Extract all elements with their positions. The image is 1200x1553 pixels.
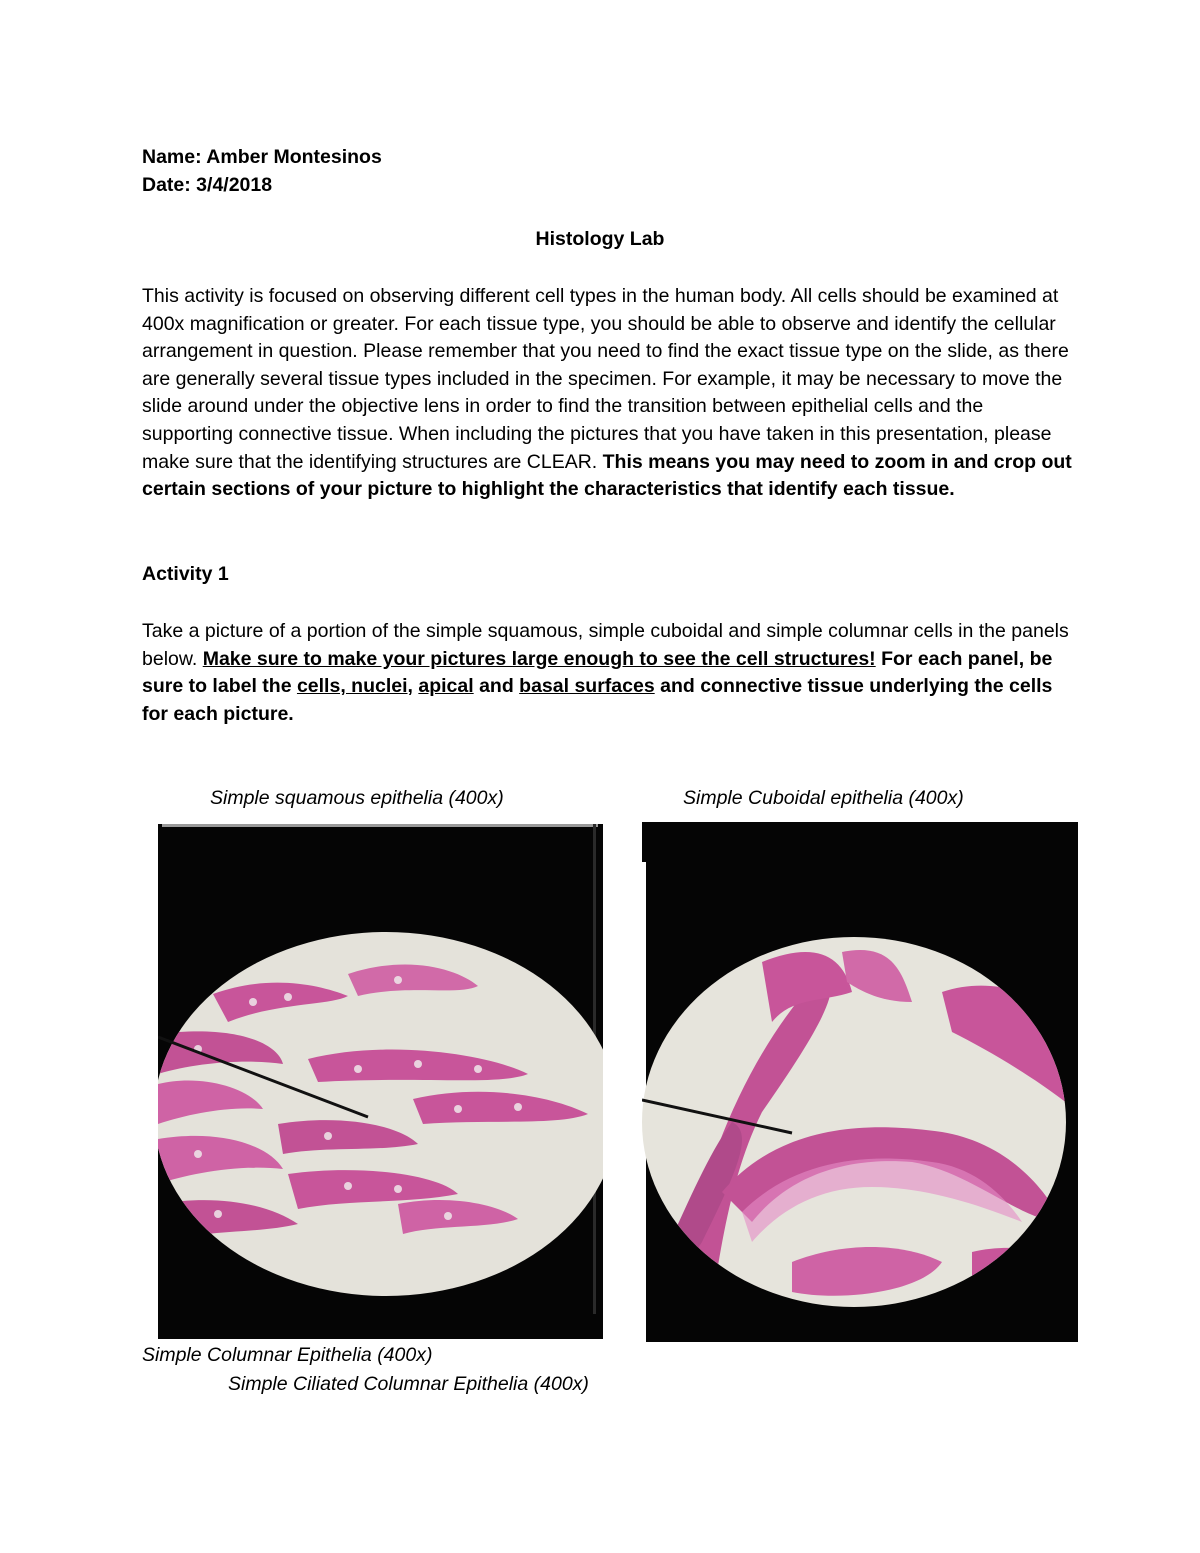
and-text: and [473,675,520,698]
label-basal-surfaces: basal surfaces [519,675,655,698]
micrograph-left [158,824,603,1339]
caption-simple-columnar: Simple Columnar Epithelia (400x) [142,1344,433,1366]
label-apical: apical [418,675,474,698]
micrograph-right [642,822,1078,1342]
intro-bold-text: This means you may need to zoom in and crop out certain sections of your picture to highlight the characteristics that identify each tissue. [142,450,1072,501]
micrograph-left-image [158,824,603,1339]
caption-simple-cuboidal: Simple Cuboidal epithelia (400x) [683,787,964,809]
intro-paragraph [142,283,1072,504]
activity-heading: Activity 1 [142,563,229,585]
instruction-text-1: Take a picture of a portion of the simple squamous, simple cuboidal and simple columnar cells in the panels below. [142,620,1069,670]
instruction-text-3: and connective tissue underlying the cells for each picture. [142,675,1053,725]
page-title: Histology Lab [535,228,665,250]
intro-text: This activity is focused on observing different cell types in the human body. All cells should be examined at 400x magnification or greater. For each tissue type, you should be able to observe and identify the cellular arrangement in question. Please remember that you need to find the exact tissue type on the slide, as there are generally several tissue types included in the specimen. For example, it may be necessary to move the slide around under the objective lens in order to find the transition between epithelial cells and the supporting connective tissue. When including the pictures that you have taken in this presentation, please make sure that the identifying structures are CLEAR. [142,285,1069,473]
activity-instructions [142,618,1072,728]
date-line: Date: 3/4/2018 [142,174,273,196]
micrograph-right-image [642,822,1078,1342]
comma-text: , [407,675,419,698]
name-line: Name: Amber Montesinos [142,146,382,168]
instruction-underline-1: Make sure to make your pictures large enough to see the cell structures! [202,647,876,670]
caption-simple-ciliated-columnar: Simple Ciliated Columnar Epithelia (400x) [228,1373,589,1395]
instruction-text-2: For each panel, be sure to label the [142,647,1053,698]
caption-simple-squamous: Simple squamous epithelia (400x) [210,787,504,809]
label-cells-nuclei: cells, nuclei [296,675,408,698]
